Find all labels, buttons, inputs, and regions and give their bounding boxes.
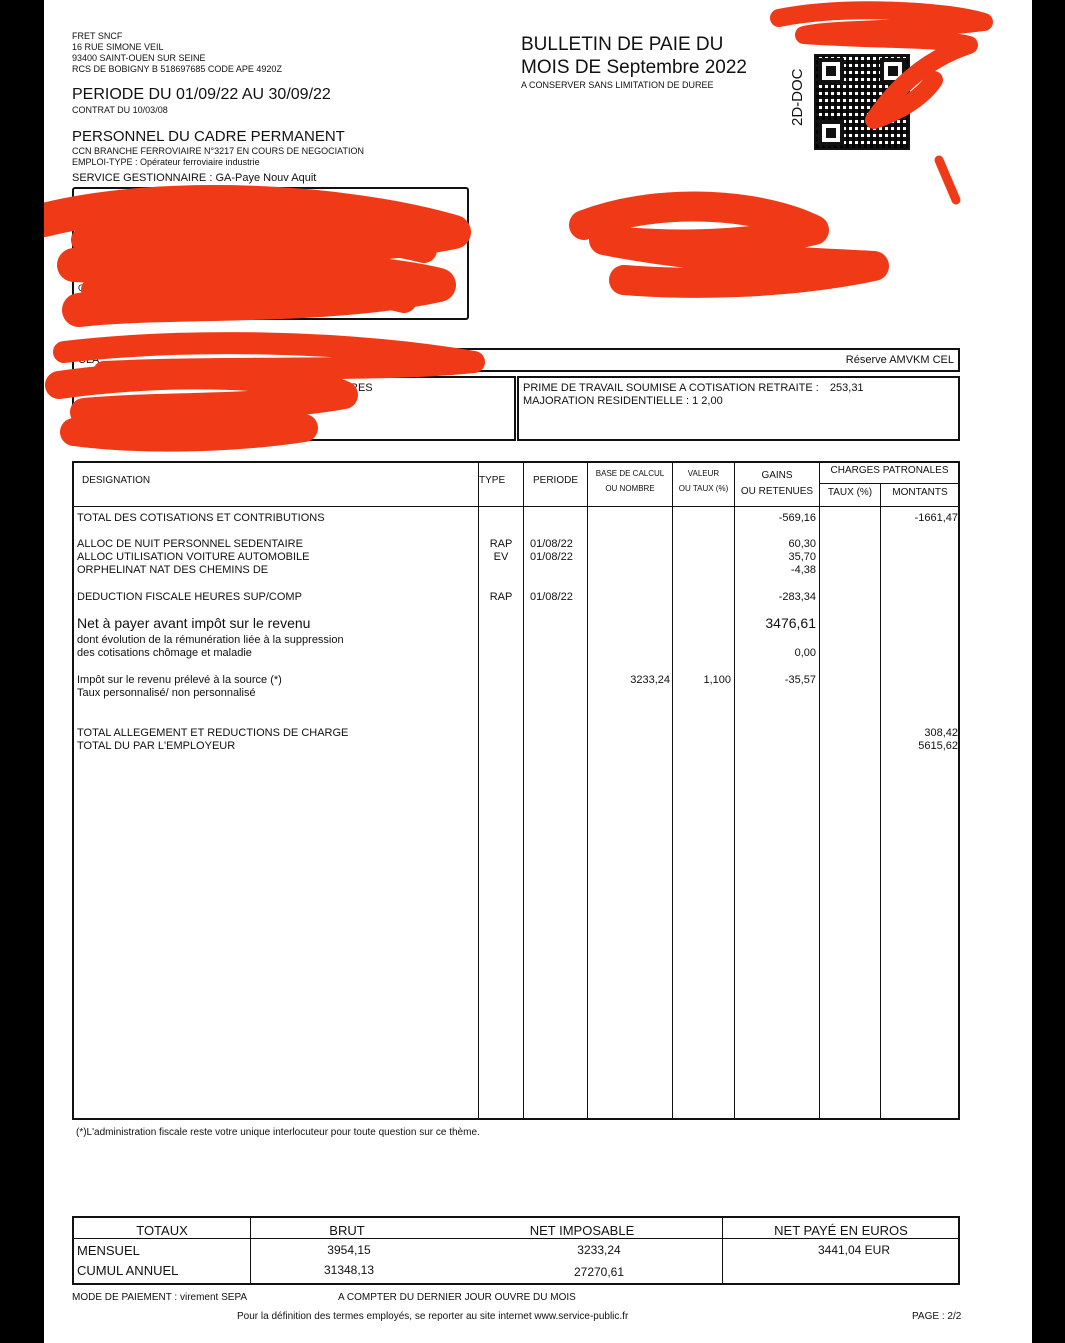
totals-header-totaux: TOTAUX (136, 1223, 188, 1238)
employer-name: FRET SNCF (72, 31, 123, 41)
table-cell-periode: 01/08/22 (530, 551, 573, 563)
bulletin-subtitle: A CONSERVER SANS LIMITATION DE DUREE (521, 80, 714, 90)
bulletin-title-line2: MOIS DE Septembre 2022 (521, 57, 747, 78)
table-cell-type: EV (493, 551, 509, 563)
bulletin-title-line1: BULLETIN DE PAIE DU (521, 34, 724, 55)
table-cell-montant: -1661,47 (914, 512, 958, 524)
table-cell-designation: DEDUCTION FISCALE HEURES SUP/COMP (77, 591, 302, 603)
table-cell-gains: 60,30 (788, 538, 816, 550)
header-gains-1: GAINS (761, 470, 793, 481)
employer-rcs: RCS DE BOBIGNY B 518697685 CODE APE 4920Z (72, 64, 282, 74)
reserve-code: Réserve AMVKM CEL (845, 354, 954, 366)
payment-timing: A COMPTER DU DERNIER JOUR OUVRE DU MOIS (338, 1292, 576, 1303)
emploi-value: Opérateur ferroviaire industrie (140, 157, 260, 167)
header-base-2: OU NOMBRE (605, 484, 655, 493)
2d-doc-label: 2D-DOC (789, 68, 806, 126)
redaction-address (584, 206, 874, 282)
header-taux: TAUX (%) (827, 487, 873, 498)
redaction-scribbles (44, 0, 1032, 1343)
ccn-line: CCN BRANCHE FERROVIAIRE N°3217 EN COURS DE NEGOCIATION (72, 146, 364, 156)
table-cell-designation: ORPHELINAT NAT DES CHEMINS DE (77, 564, 269, 576)
table-cell-designation: TOTAL DU PAR L'EMPLOYEUR (77, 740, 236, 752)
table-cell-gains: 3476,61 (765, 615, 816, 631)
totals-header-net-imposable: NET IMPOSABLE (529, 1223, 635, 1238)
table-cell-gains: -4,38 (790, 564, 816, 576)
header-periode: PERIODE (532, 475, 578, 486)
period-label: PERIODE DU 01/09/22 AU 30/09/22 (72, 86, 331, 103)
header-montants: MONTANTS (892, 487, 948, 498)
payment-mode: MODE DE PAIEMENT : virement SEPA (72, 1292, 248, 1303)
table-cell-montant: 308,42 (924, 727, 958, 739)
employer-city: 93400 SAINT-OUEN SUR SEINE (72, 53, 206, 63)
header-valeur-1: VALEUR (687, 469, 720, 478)
header-valeur-2: OU TAUX (%) (678, 484, 729, 493)
address-seine-fragment: SEINE (744, 285, 778, 297)
table-cell-designation: des cotisations chômage et maladie (77, 647, 252, 659)
table-cell-designation: TOTAL ALLEGEMENT ET REDUCTIONS DE CHARGE (77, 727, 349, 739)
totals-mensuel-net-imposable: 3233,24 (577, 1243, 621, 1257)
prime-retraite-value: 253,31 (829, 382, 864, 394)
box-us-fragment: US (88, 207, 101, 217)
staff-category: PERSONNEL DU CADRE PERMANENT (72, 128, 345, 145)
redaction-top-right-mark (939, 160, 956, 200)
table-cell-montant: 5615,62 (918, 740, 958, 752)
redaction-info (59, 375, 344, 437)
table-cell-gains: -35,57 (784, 674, 816, 686)
box-employer-fragment: OYEUR : (224, 194, 262, 204)
class-fragment: CLA (78, 354, 100, 366)
header-charges: CHARGES PATRONALES (830, 465, 949, 476)
res-fragment: RES (350, 382, 373, 394)
emploi-prefix: EMPLOI-TYPE : (72, 157, 138, 167)
totals-mensuel-brut: 3954,15 (327, 1243, 371, 1257)
table-cell-gains: 35,70 (788, 551, 816, 563)
box-or-fragment: OR (78, 283, 92, 293)
payslip-page (44, 0, 1032, 1343)
table-cell-designation: TOTAL DES COTISATIONS ET CONTRIBUTIONS (77, 512, 325, 524)
header-gains-2: OU RETENUES (740, 486, 814, 497)
footnote: (*)L'administration fiscale reste votre unique interlocuteur pour toute question sur ce thème. (76, 1127, 480, 1138)
redaction-top-right (779, 10, 984, 120)
box-e-fragment: E (78, 194, 85, 204)
footer-definition: Pour la définition des termes employés, se reporter au site internet www.service-public.fr (237, 1311, 629, 1322)
header-base-1: BASE DE CALCUL (595, 469, 665, 478)
table-cell-type: RAP (489, 538, 513, 550)
totals-mensuel-label: MENSUEL (77, 1243, 140, 1258)
totals-cumul-brut: 31348,13 (323, 1263, 375, 1277)
header-type: TYPE (479, 475, 506, 486)
table-cell-periode: 01/08/22 (530, 538, 573, 550)
table-cell-gains: 0,00 (794, 647, 816, 659)
contract-date: CONTRAT DU 10/03/08 (72, 105, 168, 115)
totals-mensuel-net-paye: 3441,04 EUR (817, 1243, 891, 1257)
pri-fragment: PRI (80, 422, 96, 432)
header-designation: DESIGNATION (82, 475, 151, 486)
table-cell-designation: Impôt sur le revenu prélevé à la source (*) (77, 674, 282, 686)
table-cell-designation: Taux personnalisé/ non personnalisé (77, 687, 256, 699)
table-cell-designation: ALLOC UTILISATION VOITURE AUTOMOBILE (77, 551, 310, 563)
table-cell-designation: Net à payer avant impôt sur le revenu (77, 615, 311, 631)
totals-cumul-label: CUMUL ANNUEL (77, 1263, 179, 1278)
employer-street: 16 RUE SIMONE VEIL (72, 42, 164, 52)
totals-header-net-paye: NET PAYÉ EN EUROS (774, 1223, 908, 1238)
table-cell-valeur: 1,100 (703, 674, 731, 686)
totals-cumul-net-imposable: 27270,61 (573, 1265, 625, 1279)
table-cell-periode: 01/08/22 (530, 591, 573, 603)
prime-retraite-label: PRIME DE TRAVAIL SOUMISE A COTISATION RETRAITE : (523, 382, 819, 394)
box-si-fragment: SI (78, 271, 87, 281)
table-cell-gains: -569,16 (778, 512, 816, 524)
page-number: PAGE : 2/2 (912, 1311, 962, 1322)
totals-header-brut: BRUT (329, 1223, 365, 1238)
service-gestionnaire: SERVICE GESTIONNAIRE : GA-Paye Nouv Aquit (72, 172, 317, 184)
table-cell-gains: -283,34 (778, 591, 816, 603)
box-marseille-fragment: SAF DE MARSEILLE (234, 295, 320, 305)
table-cell-designation: dont évolution de la rémunération liée à la suppression (77, 634, 344, 646)
table-cell-base: 3233,24 (630, 674, 670, 686)
table-cell-designation: ALLOC DE NUIT PERSONNEL SEDENTAIRE (77, 538, 303, 550)
table-cell-type: RAP (489, 591, 513, 603)
majoration-line: MAJORATION RESIDENTIELLE : 1 2,00 (523, 395, 723, 407)
